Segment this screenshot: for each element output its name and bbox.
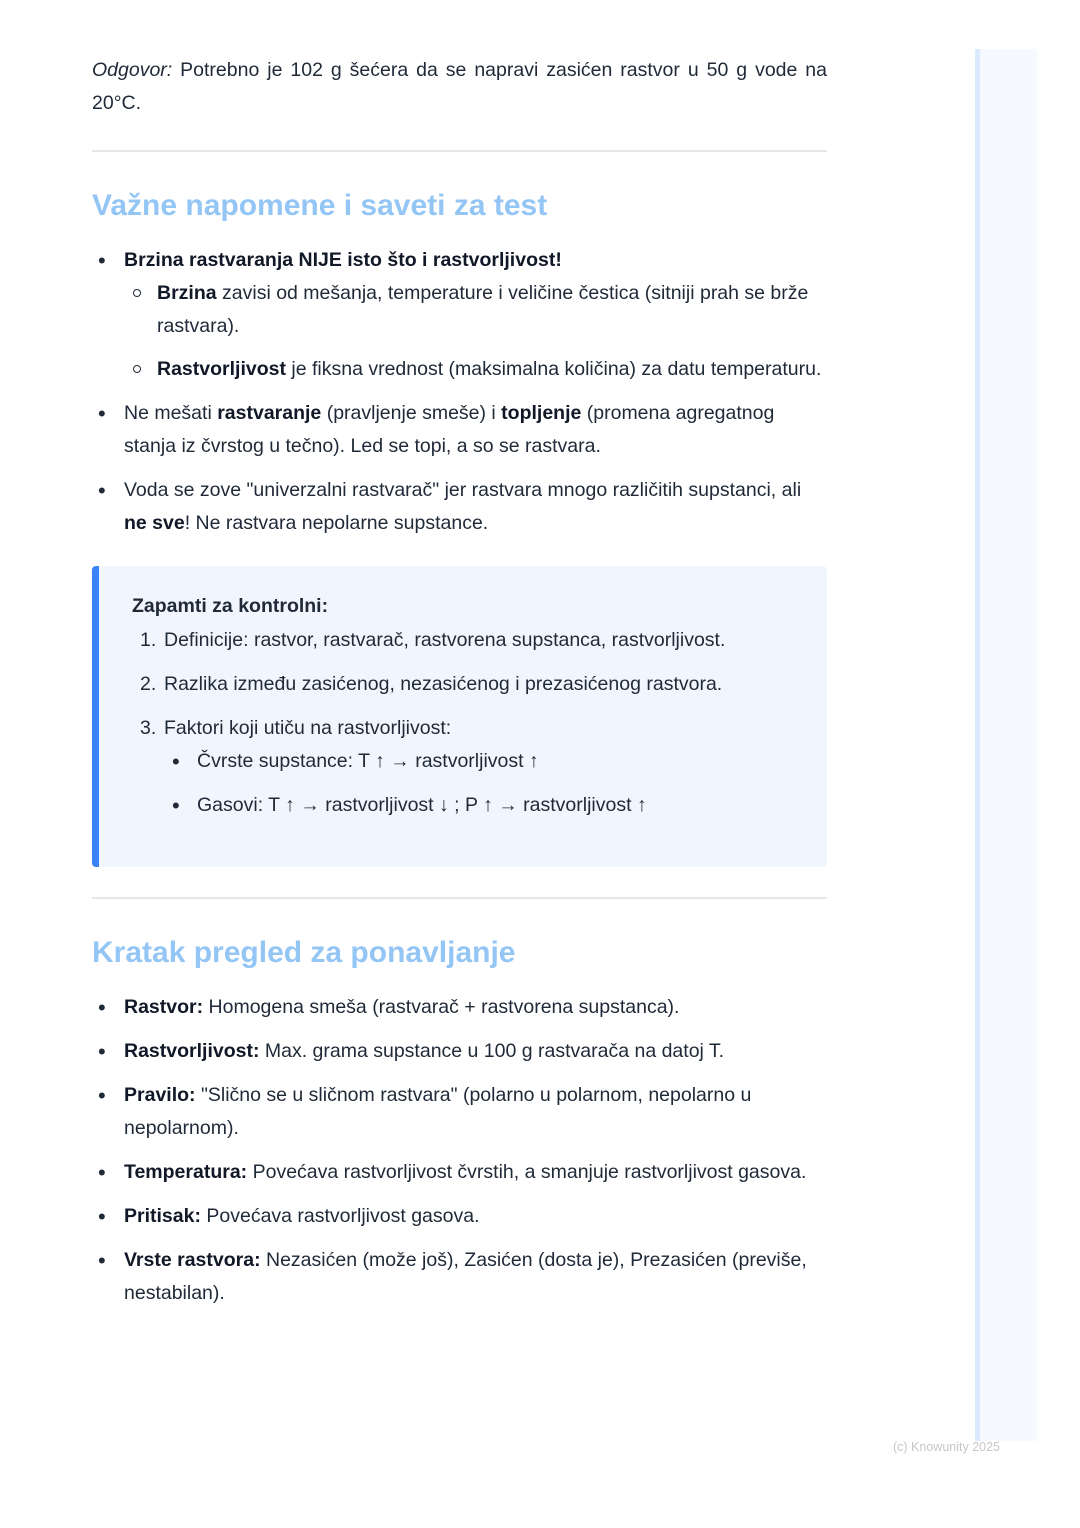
answer-paragraph xyxy=(92,54,827,120)
term: Temperatura: xyxy=(124,1161,248,1183)
list-item xyxy=(132,624,797,657)
definition: Homogena smeša (rastvarač + rastvorena supstanca). xyxy=(203,996,680,1018)
callout-list xyxy=(132,624,797,822)
term-topljenje: topljenje xyxy=(501,402,582,424)
text: Voda se zove "univerzalni rastvarač" jer rastvara mnogo različitih supstanci, ali xyxy=(124,479,802,501)
definition: Max. grama supstance u 100 g rastvarača na datoj T. xyxy=(259,1040,725,1062)
definition: Povećava rastvorljivost čvrstih, a smanjuje rastvorljivost gasova. xyxy=(247,1161,807,1183)
factors-list xyxy=(164,745,797,822)
text: (pravljenje smeše) i xyxy=(321,402,502,424)
sub-list xyxy=(124,277,827,386)
item-text: Faktori koji utiču na rastvorljivost: xyxy=(164,717,452,739)
item-number: 3. xyxy=(140,717,157,739)
document-content xyxy=(92,48,827,1321)
list-item xyxy=(132,668,797,701)
list-item xyxy=(92,1200,827,1233)
list-item xyxy=(132,712,797,822)
answer-text: Potrebno je 102 g šećera da se napravi zasićen rastvor u 50 g vode na 20°C. xyxy=(92,59,827,114)
list-item xyxy=(92,244,827,386)
answer-label: Odgovor: xyxy=(92,59,173,81)
factor-item: • Čvrste supstance: T ↑ → rastvorljivost ↑ xyxy=(164,745,797,778)
item-text: Razlika između zasićenog, nezasićenog i prezasićenog rastvora. xyxy=(164,673,723,695)
text: (promena agregatnog stanja iz čvrstog u tečno). Led se topi, a so se rastvara. xyxy=(124,402,775,457)
term: Pravilo: xyxy=(124,1084,196,1106)
callout-title: Zapamti za kontrolni: xyxy=(132,595,329,617)
list-item xyxy=(92,474,827,540)
term: Rastvor: xyxy=(124,996,204,1018)
tips-list xyxy=(92,244,827,540)
section-heading-tips: Važne napomene i saveti za test xyxy=(92,189,548,222)
definition: Povećava rastvorljivost gasova. xyxy=(200,1205,480,1227)
list-item xyxy=(92,1035,827,1068)
definition: "Slično se u sličnom rastvara" (polarno u polarnom, nepolarno u nepolarnom). xyxy=(124,1084,752,1139)
term-rastvorljivost: Rastvorljivost xyxy=(157,358,286,380)
term: Vrste rastvora: xyxy=(124,1249,261,1271)
term: Rastvorljivost: xyxy=(124,1040,260,1062)
divider xyxy=(92,150,827,152)
remember-callout xyxy=(92,566,827,867)
item-number: 2. xyxy=(140,673,157,695)
divider xyxy=(92,897,827,899)
sub-item-text: je fiksna vrednost (maksimalna količina) za datu temperaturu. xyxy=(285,358,822,380)
term: Pritisak: xyxy=(124,1205,201,1227)
emphasis: ne sve xyxy=(124,512,185,534)
term-brzina: Brzina xyxy=(157,282,217,304)
factor-item: • Gasovi: T ↑ → rastvorljivost ↓ ; P ↑ → rastvorljivost ↑ xyxy=(164,789,797,822)
list-item xyxy=(92,397,827,463)
list-item xyxy=(92,1079,827,1145)
definition: Nezasićen (može još), Zasićen (dosta je), Prezasićen (previše, nestabilan). xyxy=(124,1249,807,1304)
sub-list-item xyxy=(124,277,827,343)
item-number: 1. xyxy=(140,629,157,651)
text: ! Ne rastvara nepolarne supstance. xyxy=(184,512,489,534)
section-heading-review: Kratak pregled za ponavljanje xyxy=(92,936,516,969)
list-item xyxy=(92,991,827,1024)
term-rastvaranje: rastvaranje xyxy=(217,402,322,424)
list-item xyxy=(92,1244,827,1310)
side-panel xyxy=(975,49,1037,1441)
copyright-footer: (c) Knowunity 2025 xyxy=(893,1440,1001,1454)
sub-item-text: zavisi od mešanja, temperature i veličine čestica (sitniji prah se brže rastvara). xyxy=(157,282,809,337)
review-list xyxy=(92,991,827,1310)
text: Ne mešati xyxy=(124,402,218,424)
tip-title: Brzina rastvaranja NIJE isto što i rastvorljivost! xyxy=(124,249,562,271)
sub-list-item xyxy=(124,353,827,386)
item-text: Definicije: rastvor, rastvarač, rastvorena supstanca, rastvorljivost. xyxy=(164,629,726,651)
list-item xyxy=(92,1156,827,1189)
